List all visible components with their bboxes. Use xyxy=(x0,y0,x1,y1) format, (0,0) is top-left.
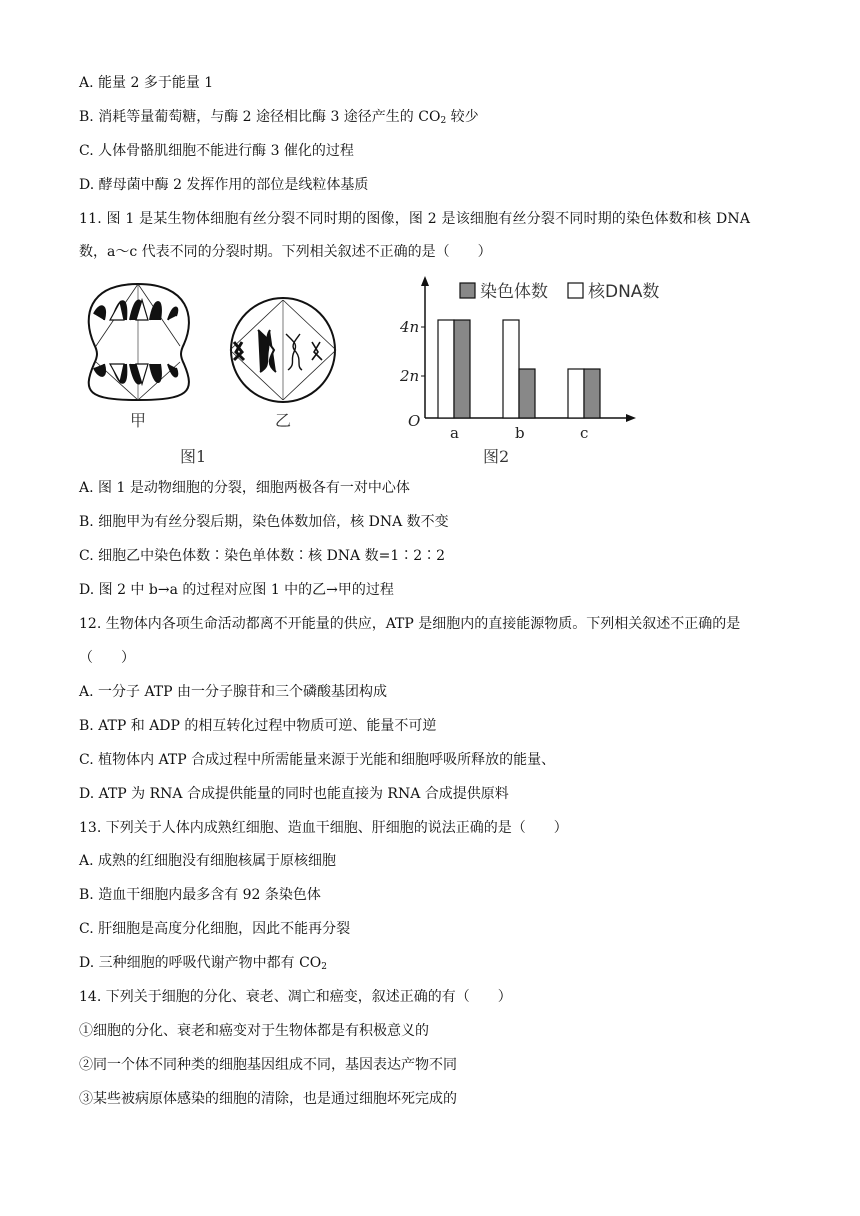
category-label-c: c xyxy=(580,424,589,442)
legend-dna-swatch xyxy=(568,283,583,298)
option-b-text: B. 消耗等量葡萄糖，与酶 2 途径相比酶 3 途径产生的 CO xyxy=(79,109,441,125)
question-10-option-a: A. 能量 2 多于能量 1 xyxy=(79,75,214,91)
question-13-stem: 13. 下列关于人体内成熟红细胞、造血干细胞、肝细胞的说法正确的是（ ） xyxy=(79,820,568,836)
bar-c-chromosome xyxy=(584,369,600,418)
category-label-b: b xyxy=(515,424,525,442)
question-13-option-c: C. 肝细胞是高度分化细胞，因此不能再分裂 xyxy=(79,921,351,937)
question-10-option-c: C. 人体骨骼肌细胞不能进行酶 3 催化的过程 xyxy=(79,143,354,159)
question-12-stem-line1: 12. 生物体内各项生命活动都离不开能量的供应，ATP 是细胞内的直接能源物质。下列相关叙述不正确的是 xyxy=(79,616,741,632)
question-13-option-d xyxy=(79,953,327,977)
origin-label: O xyxy=(408,412,421,430)
x-axis-arrow xyxy=(626,414,636,422)
question-14-statement-3: ③某些被病原体感染的细胞的清除，也是通过细胞坏死完成的 xyxy=(79,1091,457,1107)
question-14-stem: 14. 下列关于细胞的分化、衰老、凋亡和癌变，叙述正确的有（ ） xyxy=(79,989,512,1005)
y-tick-2n: 2n xyxy=(400,367,420,385)
figure2-bar-chart xyxy=(399,276,659,442)
option-b-tail: 较少 xyxy=(446,109,479,125)
question-11-option-c: C. 细胞乙中染色体数∶染色单体数∶核 DNA 数=1∶2∶2 xyxy=(79,548,446,564)
co2-subscript-2: 2 xyxy=(321,962,327,972)
question-11-stem-line2: 数，a～c 代表不同的分裂时期。下列相关叙述不正确的是（ ） xyxy=(79,244,492,260)
question-12-option-b: B. ATP 和 ADP 的相互转化过程中物质可逆、能量不可逆 xyxy=(79,718,437,734)
bar-a-chromosome xyxy=(454,320,470,418)
question-11-option-b: B. 细胞甲为有丝分裂后期，染色体数加倍，核 DNA 数不变 xyxy=(79,514,449,530)
option-d-text: D. 三种细胞的呼吸代谢产物中都有 CO xyxy=(79,955,322,971)
cell-yi xyxy=(230,298,336,430)
question-12-stem-line2: （ ） xyxy=(79,650,135,666)
question-12-option-a: A. 一分子 ATP 由一分子腺苷和三个磷酸基团构成 xyxy=(79,684,388,700)
question-12-option-d: D. ATP 为 RNA 合成提供能量的同时也能直接为 RNA 合成提供原料 xyxy=(79,786,509,802)
label-yi: 乙 xyxy=(275,411,292,430)
y-axis-arrow xyxy=(421,276,429,286)
legend-chromosome-label: 染色体数 xyxy=(480,282,548,302)
bar-c-dna xyxy=(568,369,584,418)
question-11-option-d: D. 图 2 中 b→a 的过程对应图 1 中的乙→甲的过程 xyxy=(79,582,394,598)
co2-subscript: 2 xyxy=(440,116,447,126)
y-tick-4n: 4n xyxy=(400,318,420,336)
question-10-option-b xyxy=(79,107,479,131)
question-11-stem-line1: 11. 图 1 是某生物体细胞有丝分裂不同时期的图像，图 2 是该细胞有丝分裂不同时期的染色体数和核 DNA xyxy=(79,211,751,227)
question-10-option-d: D. 酵母菌中酶 2 发挥作用的部位是线粒体基质 xyxy=(79,177,369,193)
cell-jia xyxy=(89,284,189,430)
question-11-option-a: A. 图 1 是动物细胞的分裂，细胞两极各有一对中心体 xyxy=(79,480,410,496)
legend-dna-label: 核DNA数 xyxy=(588,282,660,302)
question-13-option-b: B. 造血干细胞内最多含有 92 条染色体 xyxy=(79,887,321,903)
question-14-statement-1: ①细胞的分化、衰老和癌变对于生物体都是有积极意义的 xyxy=(79,1023,429,1039)
figure2-caption: 图2 xyxy=(483,447,510,466)
question-13-option-a: A. 成熟的红细胞没有细胞核属于原核细胞 xyxy=(79,853,337,869)
question-14-statement-2: ②同一个体不同种类的细胞基因组成不同，基因表达产物不同 xyxy=(79,1057,457,1073)
label-jia: 甲 xyxy=(130,411,147,430)
question-11-figure xyxy=(80,272,680,472)
question-12-option-c: C. 植物体内 ATP 合成过程中所需能量来源于光能和细胞呼吸所释放的能量、 xyxy=(79,752,556,768)
bar-a-dna xyxy=(438,320,454,418)
figure1-caption: 图1 xyxy=(180,447,207,466)
legend-chromosome-swatch xyxy=(460,283,475,298)
category-label-a: a xyxy=(450,424,459,442)
bar-b-chromosome xyxy=(519,369,535,418)
bar-b-dna xyxy=(503,320,519,418)
